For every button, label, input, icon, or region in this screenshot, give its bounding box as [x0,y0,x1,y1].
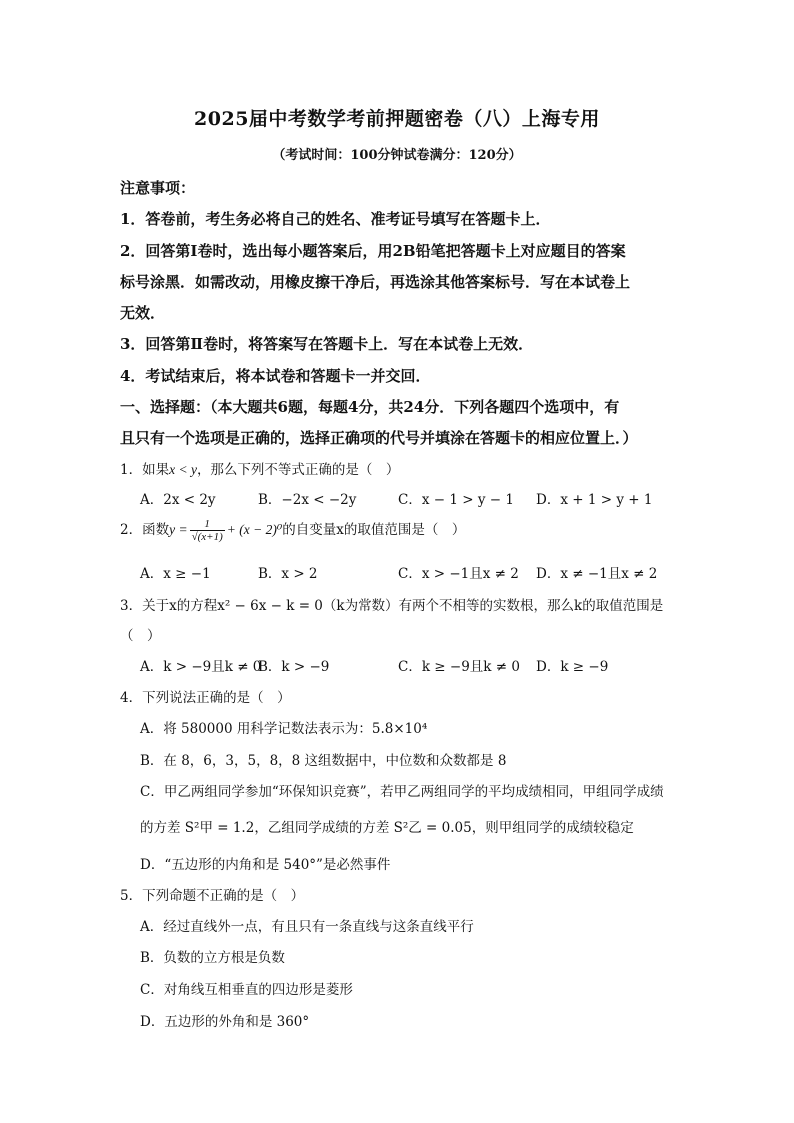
question-5-option-b[interactable]: B．负数的立方根是负数 [140,950,285,966]
question-2-option-c[interactable]: C．x > −1且x ≠ 2 [398,566,519,582]
notice-item-1: 1．答卷前，考生务必将自己的姓名、准考证号填写在答题卡上． [120,210,551,228]
question-4-option-c-line-2[interactable]: 的方差 S²甲 = 1.2，乙组同学成绩的方差 S²乙 = 0.05，则甲组同学的成绩较稳定 [140,820,634,836]
notice-heading: 注意事项： [120,179,196,197]
question-4-stem: 4．下列说法正确的是（ ） [120,690,291,706]
question-3-option-b[interactable]: B．k > −9 [258,659,330,675]
notice-item-4: 4．考试结束后，将本试卷和答题卡一并交回． [120,367,431,385]
section-1-heading-line-2: 且只有一个选项是正确的，选择正确项的代号并填涂在答题卡的相应位置上．） [120,429,638,447]
question-1-option-a[interactable]: A．2x < 2y [140,492,216,508]
question-3-option-a[interactable]: A．k > −9且k ≠ 0 [140,659,262,675]
question-4-option-b[interactable]: B．在 8，6，3，5，8，8 这组数据中，中位数和众数都是 8 [140,753,507,769]
question-3-stem-line-1: 3．关于x的方程x² − 6x − k = 0（k为常数）有两个不相等的实数根，那么k的取值范围是 [120,598,664,614]
question-2-fraction-numerator: 1 [190,518,225,531]
question-5-option-c[interactable]: C．对角线互相垂直的四边形是菱形 [140,982,353,998]
question-4-option-c-line-1[interactable]: C．甲乙两组同学参加“环保知识竞赛”，若甲乙两组同学的平均成绩相同，甲组同学成绩 [140,784,664,800]
question-2-option-a[interactable]: A．x ≥ −1 [140,566,211,582]
question-3-option-c[interactable]: C．k ≥ −9且k ≠ 0 [398,659,520,675]
section-1-heading-line-1: 一、选择题：（本大题共6题，每题4分，共24分．下列各题四个选项中，有 [120,398,620,416]
question-2-function-lhs: y = [169,522,188,537]
question-5-stem: 5．下列命题不正确的是（ ） [120,888,305,904]
question-1-prefix: 1．如果 [120,462,170,478]
notice-item-2-line-1: 2．回答第Ⅰ卷时，选出每小题答案后，用2B铅笔把答题卡上对应题目的答案 [120,242,626,260]
exam-subtitle: （考试时间：100分钟试卷满分：120分） [272,148,522,163]
question-1-condition: x < y [169,462,197,477]
question-5-option-d[interactable]: D．五边形的外角和是 360° [140,1014,310,1030]
question-2-suffix: 的自变量x的取值范围是（ ） [282,522,466,538]
question-3-option-d[interactable]: D．k ≥ −9 [536,659,609,675]
question-2-fraction [190,518,225,543]
question-4-option-a[interactable]: A．将 580000 用科学记数法表示为：5.8×10⁴ [140,721,428,737]
question-2-prefix: 2．函数 [120,522,170,538]
notice-item-2-line-3: 无效． [120,304,166,322]
question-2-stem [120,518,465,543]
question-1-option-d[interactable]: D．x + 1 > y + 1 [536,492,653,508]
notice-item-3: 3．回答第Ⅱ卷时，将答案写在答题卡上．写在本试卷上无效． [120,335,534,353]
question-1-option-b[interactable]: B．−2x < −2y [258,492,357,508]
question-5-option-a[interactable]: A．经过直线外一点，有且只有一条直线与这条直线平行 [140,919,474,935]
question-2-function-rhs: + (x − 2)⁰ [226,522,283,537]
question-2-option-b[interactable]: B．x > 2 [258,566,318,582]
question-1-option-c[interactable]: C．x − 1 > y − 1 [398,492,514,508]
question-2-option-d[interactable]: D．x ≠ −1且x ≠ 2 [536,566,658,582]
question-1-stem [120,458,399,478]
question-3-stem-line-2: （ ） [120,628,161,644]
question-1-suffix: ，那么下列不等式正确的是（ ） [196,462,400,478]
question-4-option-d[interactable]: D．“五边形的内角和是 540°”是必然事件 [140,857,391,873]
question-2-fraction-denominator: √(x+1) [191,531,223,543]
exam-title: 2025届中考数学考前押题密卷（八）上海专用 [194,108,600,130]
notice-item-2-line-2: 标号涂黑．如需改动，用橡皮擦干净后，再选涂其他答案标号．写在本试卷上 [120,273,631,291]
